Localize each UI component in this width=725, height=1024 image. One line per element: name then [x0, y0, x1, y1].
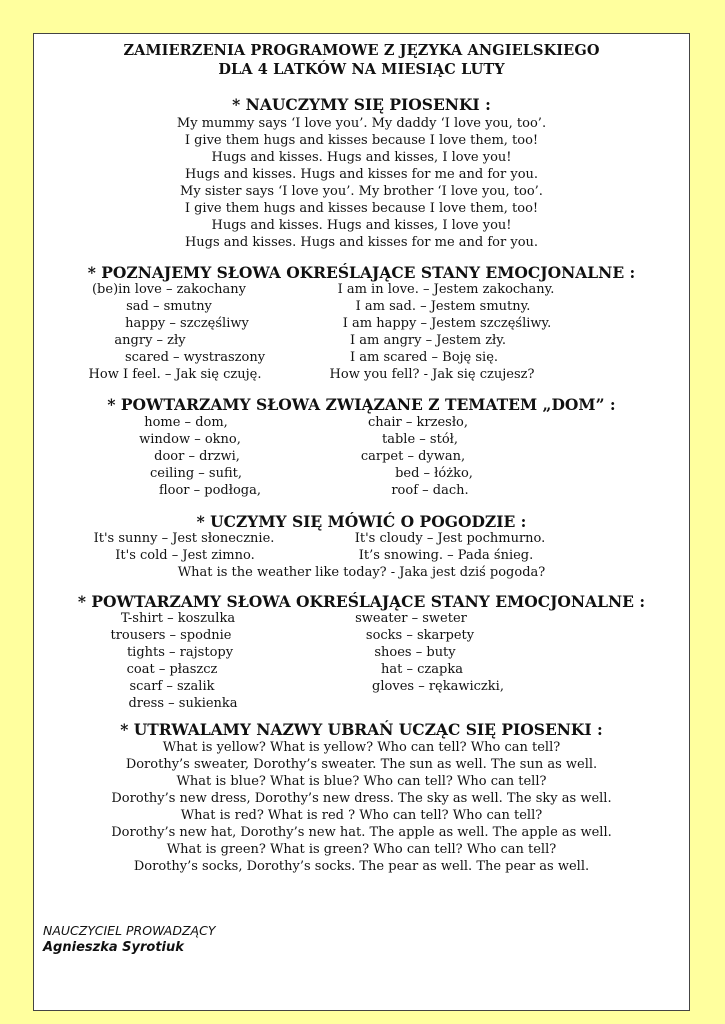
vocab-right: shoes – buty [374, 645, 456, 660]
vocab-right: carpet – dywan, [360, 449, 466, 464]
section-heading-house: * POWTARZAMY SŁOWA ZWIĄZANE Z TEMATEM „DOM” : [107, 395, 616, 414]
vocab-left: T-shirt – koszulka [120, 611, 236, 626]
vocab-right: I am in love. – Jestem zakochany. [337, 282, 555, 297]
vocab-right: I am happy – Jestem szczęśliwy. [342, 316, 552, 331]
document-title-line-1: ZAMIERZENIA PROGRAMOWE Z JĘZYKA ANGIELSKIEGO [123, 42, 600, 59]
vocab-left: ceiling – sufit, [150, 466, 242, 481]
vocab-right: table – stół, [382, 432, 458, 447]
song-line: Dorothy’s socks, Dorothy’s socks. The pear as well. The pear as well. [133, 859, 590, 874]
vocab-left: sad – smutny [126, 299, 212, 314]
teacher-name: Agnieszka Syrotiuk [43, 940, 184, 955]
song-line: What is green? What is green? Who can tell? Who can tell? [166, 842, 557, 857]
vocab-right: roof – dach. [391, 483, 469, 498]
song-line: Hugs and kisses. Hugs and kisses for me and for you. [184, 167, 539, 182]
vocab-right: I am angry – Jestem zły. [349, 333, 507, 348]
song-line: My mummy says ‘I love you’. My daddy ‘I love you, too’. [176, 116, 547, 131]
document-page [33, 33, 690, 1011]
vocab-right: bed – łóżko, [395, 466, 473, 481]
vocab-left: window – okno, [139, 432, 241, 447]
vocab-left: floor – podłoga, [158, 483, 262, 498]
song-line: My sister says ‘I love you’. My brother ‘I love you, too’. [180, 184, 543, 199]
vocab-left: tights – rajstopy [126, 645, 234, 660]
vocab-right: I am sad. – Jestem smutny. [355, 299, 531, 314]
vocab-right: How you fell? - Jak się czujesz? [329, 367, 535, 382]
vocab-left: door – drzwi, [154, 449, 240, 464]
vocab-right: socks – skarpety [365, 628, 475, 643]
song-line: What is yellow? What is yellow? Who can tell? Who can tell? [162, 740, 561, 755]
vocab-right: I am scared – Boję się. [349, 350, 499, 365]
teacher-role: NAUCZYCIEL PROWADZĄCY [43, 923, 216, 938]
song-line: What is red? What is red ? Who can tell? Who can tell? [180, 808, 543, 823]
vocab-left: scared – wystraszony [124, 350, 266, 365]
section-heading-clothes: * POWTARZAMY SŁOWA OKREŚLAJĄCE STANY EMOCJONALNE : [77, 592, 646, 611]
vocab-left: angry – zły [114, 333, 186, 348]
song-line: I give them hugs and kisses because I love them, too! [184, 133, 539, 148]
section-heading-song: * NAUCZYMY SIĘ PIOSENKI : [232, 95, 491, 114]
section-heading-clothes-song: * UTRWALAMY NAZWY UBRAŃ UCZĄC SIĘ PIOSENKI : [120, 720, 603, 739]
vocab-left: dress – sukienka [128, 696, 238, 711]
vocab-left: trousers – spodnie [110, 628, 232, 643]
vocab-right: sweater – sweter [355, 611, 467, 626]
weather-left: It's cold – Jest zimno. [115, 548, 255, 563]
document-title-line-2: DLA 4 LATKÓW NA MIESIĄC LUTY [218, 61, 505, 78]
weather-left: It's sunny – Jest słonecznie. [93, 531, 275, 546]
song-line: Dorothy’s new hat, Dorothy’s new hat. The apple as well. The apple as well. [111, 825, 612, 840]
weather-question: What is the weather like today? - Jaka jest dziś pogoda? [177, 565, 546, 580]
vocab-left: happy – szczęśliwy [125, 316, 249, 331]
song-line: I give them hugs and kisses because I love them, too! [184, 201, 539, 216]
vocab-left: coat – płaszcz [126, 662, 218, 677]
vocab-left: How I feel. – Jak się czuję. [88, 367, 262, 382]
vocab-right: hat – czapka [381, 662, 463, 677]
vocab-right: gloves – rękawiczki, [372, 679, 504, 694]
weather-right: It's cloudy – Jest pochmurno. [354, 531, 546, 546]
song-line: What is blue? What is blue? Who can tell? Who can tell? [176, 774, 547, 789]
vocab-left: home – dom, [144, 415, 228, 430]
section-heading-emotions: * POZNAJEMY SŁOWA OKREŚLAJĄCE STANY EMOCJONALNE : [87, 263, 636, 282]
section-heading-weather: * UCZYMY SIĘ MÓWIĆ O POGODZIE : [196, 512, 527, 531]
vocab-left: (be)in love – zakochany [91, 282, 247, 297]
song-line: Dorothy’s new dress, Dorothy’s new dress. The sky as well. The sky as well. [111, 791, 612, 806]
vocab-left: scarf – szalik [129, 679, 215, 694]
song-line: Dorothy’s sweater, Dorothy’s sweater. The sun as well. The sun as well. [125, 757, 598, 772]
song-line: Hugs and kisses. Hugs and kisses for me and for you. [184, 235, 539, 250]
song-line: Hugs and kisses. Hugs and kisses, I love you! [211, 150, 512, 165]
vocab-right: chair – krzesło, [367, 415, 469, 430]
song-line: Hugs and kisses. Hugs and kisses, I love you! [211, 218, 512, 233]
weather-right: It’s snowing. – Pada śnieg. [358, 548, 534, 563]
